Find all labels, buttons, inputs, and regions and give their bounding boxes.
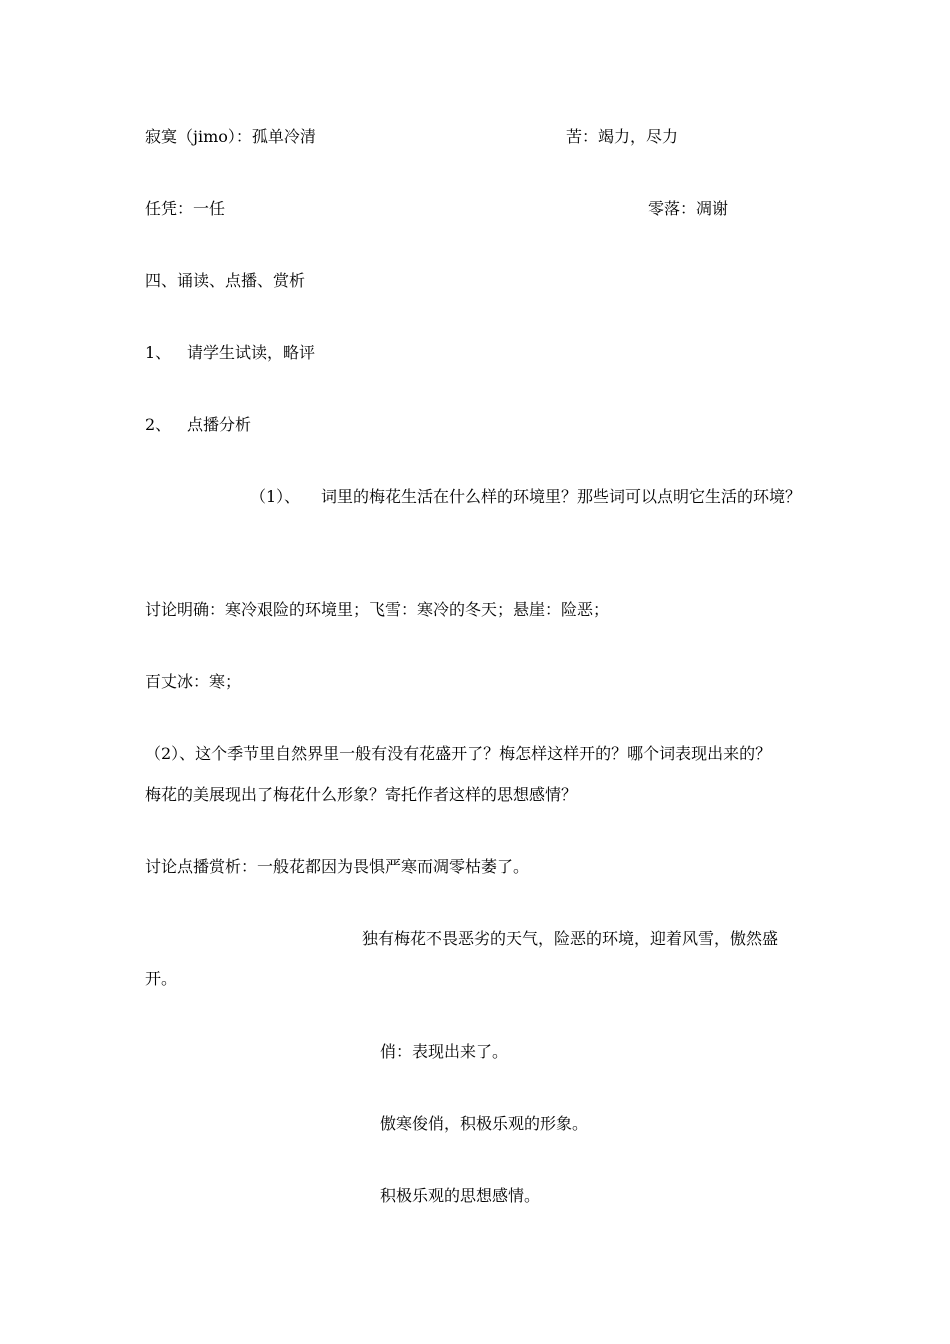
question-text: 词里的梅花生活在什么样的环境里？那些词可以点明它生活的环境？: [321, 487, 802, 506]
vocab-ku: 苦：竭力，尽力: [566, 127, 679, 146]
question-text: 梅花的美展现出了梅花什么形象？寄托作者这样的思想感情？: [145, 785, 578, 804]
discussion-text: 独有梅花不畏恶劣的天气，险恶的环境，迎着风雪，傲然盛: [362, 929, 779, 948]
list-item-text: 点播分析: [187, 415, 252, 434]
list-item-number: 1、: [145, 343, 172, 362]
discussion-point: 傲寒俊俏，积极乐观的形象。: [380, 1114, 589, 1133]
discussion-point: 积极乐观的思想感情。: [380, 1186, 541, 1205]
discussion-text: 开。: [145, 969, 178, 988]
vocab-renping: 任凭：一任: [145, 199, 226, 218]
section-heading: 四、诵读、点播、赏析: [145, 271, 306, 290]
discussion-text: 讨论点播赏析：一般花都因为畏惧严寒而凋零枯萎了。: [145, 857, 530, 876]
list-item-text: 请学生试读，略评: [187, 343, 316, 362]
vocab-lingluo: 零落：凋谢: [648, 199, 729, 218]
vocab-jimo: 寂寞（jimo）：孤单冷清: [145, 127, 316, 146]
discussion-point: 俏：表现出来了。: [380, 1042, 509, 1061]
question-number: （1）、: [250, 487, 301, 506]
discussion-text: 讨论明确：寒冷艰险的环境里；飞雪：寒冷的冬天；悬崖：险恶；: [145, 600, 610, 619]
question-text: （2）、这个季节里自然界里一般有没有花盛开了？梅怎样这样开的？哪个词表现出来的？: [145, 744, 772, 763]
list-item-number: 2、: [145, 415, 172, 434]
discussion-text: 百丈冰：寒；: [145, 672, 242, 691]
